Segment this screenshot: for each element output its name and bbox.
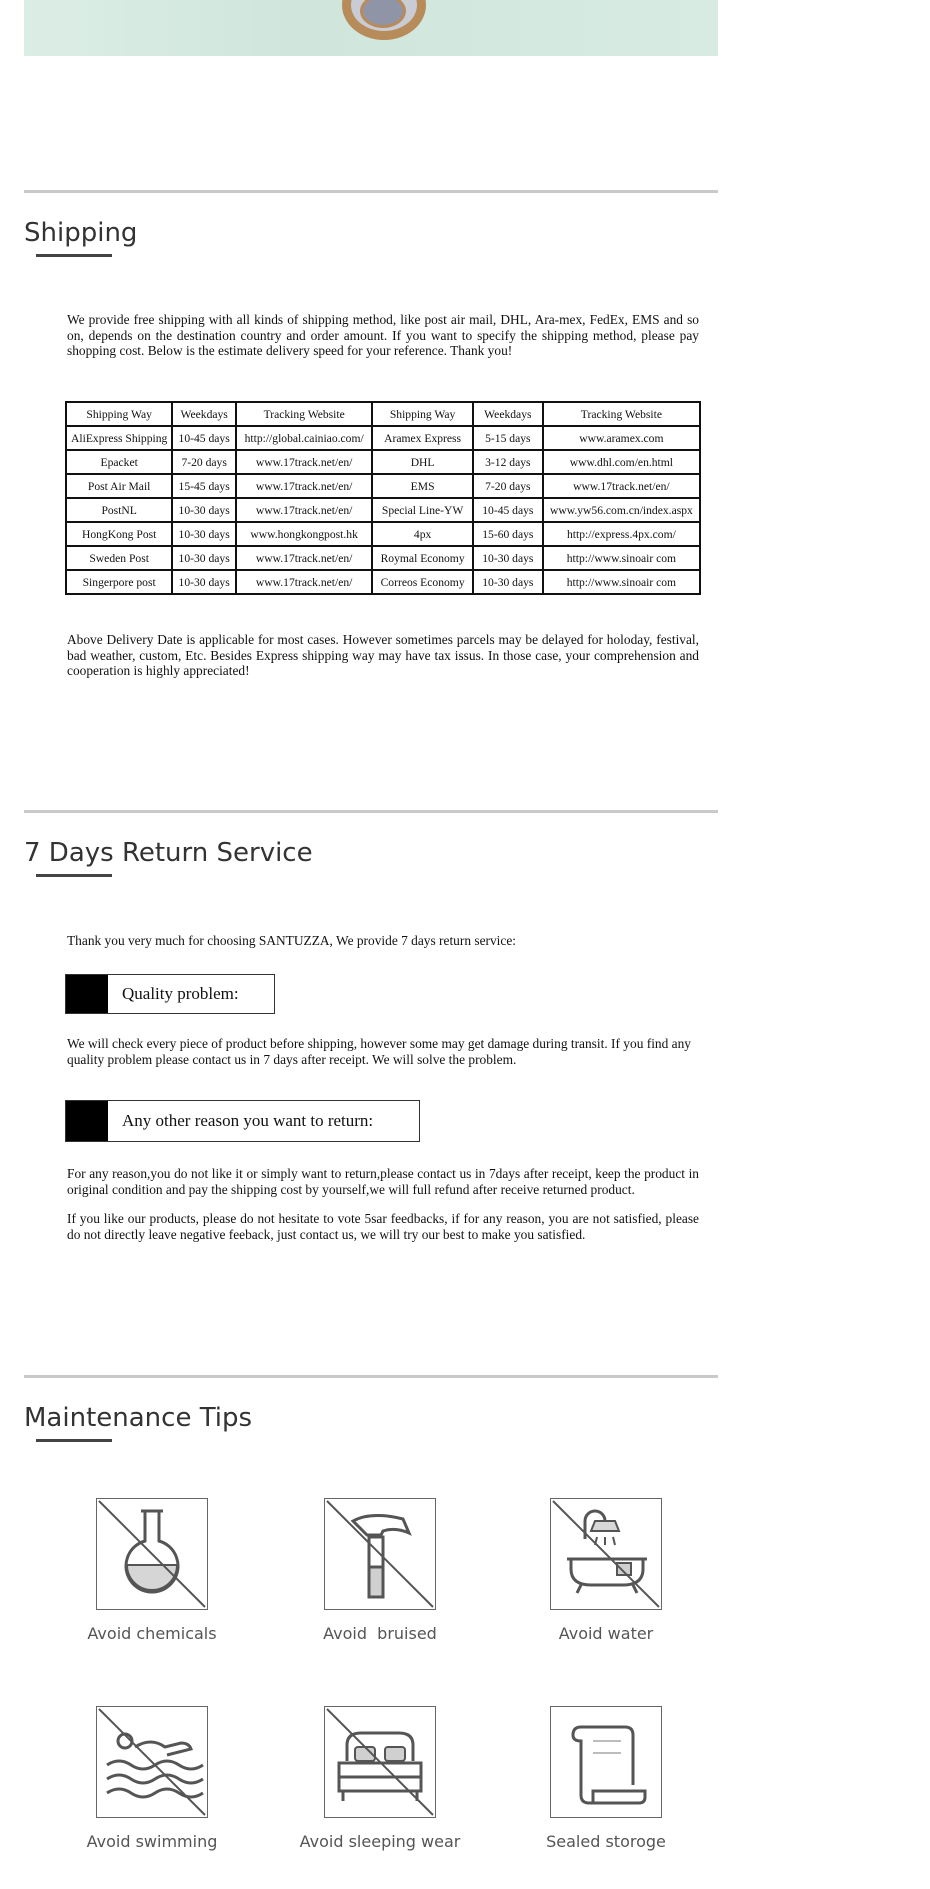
table-cell: http://global.cainiao.com/ — [236, 426, 372, 450]
table-cell: 10-45 days — [473, 498, 543, 522]
tip-label: Avoid sleeping wear — [299, 1832, 461, 1851]
table-header-cell: Weekdays — [172, 402, 236, 426]
table-cell: 10-30 days — [172, 570, 236, 594]
table-cell: 15-45 days — [172, 474, 236, 498]
quality-problem-text: We will check every piece of product before shipping, however some may get damage during transit. If you find any quality problem please contact us in 7 days after receipt. We will solve the problem. — [67, 1036, 691, 1067]
table-row — [66, 570, 700, 594]
table-cell: 10-30 days — [473, 546, 543, 570]
table-header-cell: Shipping Way — [372, 402, 473, 426]
table-row — [66, 546, 700, 570]
section-divider — [24, 810, 718, 813]
table-cell: 10-30 days — [172, 522, 236, 546]
other-reason-text: For any reason,you do not like it or simply want to return,please contact us in 7days after receipt, keep the product in original condition and pay the shipping cost by yourself,we will full refund after receive returned product. — [67, 1166, 699, 1197]
table-cell: 10-30 days — [172, 546, 236, 570]
table-header-cell: Weekdays — [473, 402, 543, 426]
table-cell: www.yw56.com.cn/index.aspx — [543, 498, 700, 522]
flask-icon — [96, 1498, 208, 1610]
table-cell: HongKong Post — [66, 522, 172, 546]
hammer-icon — [324, 1498, 436, 1610]
other-reason-tag — [65, 1100, 420, 1142]
table-cell: http://www.sinoair com — [543, 546, 700, 570]
table-cell: Epacket — [66, 450, 172, 474]
table-cell: http://express.4px.com/ — [543, 522, 700, 546]
title-underline — [36, 1439, 112, 1442]
table-cell: PostNL — [66, 498, 172, 522]
table-cell: www.dhl.com/en.html — [543, 450, 700, 474]
table-cell: DHL — [372, 450, 473, 474]
tip-avoid-water — [511, 1498, 701, 1643]
table-cell: www.17track.net/en/ — [236, 570, 372, 594]
delivery-note: Above Delivery Date is applicable for most cases. However sometimes parcels may be delayed for holoday, festival, bad weather, custom, Etc. Besides Express shipping way may have tax issus. In those case, your comprehension and cooperation is highly appreciated! — [67, 632, 699, 679]
shower-bathtub-icon — [550, 1498, 662, 1610]
table-cell: www.aramex.com — [543, 426, 700, 450]
table-cell: Special Line-YW — [372, 498, 473, 522]
shipping-title: Shipping — [24, 218, 138, 248]
quality-problem-tag — [65, 974, 275, 1014]
shipping-table — [65, 401, 701, 595]
table-cell: 10-30 days — [473, 570, 543, 594]
tip-sealed-storage — [511, 1706, 701, 1851]
table-header-row — [66, 402, 700, 426]
shipping-intro: We provide free shipping with all kinds of shipping method, like post air mail, DHL, Ara-mex, FedEx, EMS and so on, depends on the destination country and order amount. If you want to specify the shipping method, please pay shopping cost. Below is the estimate delivery speed for your reference. Thank you! — [67, 312, 699, 359]
table-cell: 7-20 days — [473, 474, 543, 498]
table-cell: 5-15 days — [473, 426, 543, 450]
returns-intro: Thank you very much for choosing SANTUZZA, We provide 7 days return service: — [67, 933, 517, 948]
section-divider — [24, 1375, 718, 1378]
title-underline — [36, 874, 112, 877]
other-reason-label: Any other reason you want to return: — [122, 1111, 374, 1130]
table-cell: www.17track.net/en/ — [236, 546, 372, 570]
bed-icon — [324, 1706, 436, 1818]
tip-label: Avoid swimming — [86, 1832, 218, 1851]
feedback-text: If you like our products, please do not hesitate to vote 5sar feedbacks, if for any reason, you are not satisfied, please do not directly leave negative feeback, just contact us, we will try our best to make you satisfied. — [67, 1211, 699, 1242]
table-cell: 10-45 days — [172, 426, 236, 450]
tip-label: Avoid bruised — [323, 1624, 437, 1643]
table-header-cell: Shipping Way — [66, 402, 172, 426]
tip-label: Avoid water — [558, 1624, 654, 1643]
table-cell: Post Air Mail — [66, 474, 172, 498]
table-row — [66, 498, 700, 522]
table-cell: 7-20 days — [172, 450, 236, 474]
table-row — [66, 426, 700, 450]
table-header-cell: Tracking Website — [236, 402, 372, 426]
table-cell: Roymal Economy — [372, 546, 473, 570]
table-row — [66, 522, 700, 546]
tag-block — [66, 1101, 108, 1141]
returns-title: 7 Days Return Service — [24, 838, 313, 868]
maintenance-title: Maintenance Tips — [24, 1403, 253, 1433]
table-cell: AliExpress Shipping — [66, 426, 172, 450]
swimmer-icon — [96, 1706, 208, 1818]
table-cell: www.hongkongpost.hk — [236, 522, 372, 546]
title-underline — [36, 254, 112, 257]
table-cell: Singerpore post — [66, 570, 172, 594]
tip-label: Sealed storoge — [546, 1832, 666, 1851]
table-row — [66, 474, 700, 498]
scroll-icon — [550, 1706, 662, 1818]
tip-avoid-bruised — [285, 1498, 475, 1643]
table-cell: Correos Economy — [372, 570, 473, 594]
tip-avoid-sleeping-wear — [285, 1706, 475, 1851]
table-cell: Sweden Post — [66, 546, 172, 570]
table-cell: www.17track.net/en/ — [236, 474, 372, 498]
table-cell: www.17track.net/en/ — [236, 498, 372, 522]
section-divider — [24, 190, 718, 193]
table-header-cell: Tracking Website — [543, 402, 700, 426]
tip-label: Avoid chemicals — [87, 1624, 217, 1643]
table-cell: EMS — [372, 474, 473, 498]
table-cell: http://www.sinoair com — [543, 570, 700, 594]
tip-avoid-chemicals — [57, 1498, 247, 1643]
table-cell: www.17track.net/en/ — [543, 474, 700, 498]
table-cell: www.17track.net/en/ — [236, 450, 372, 474]
table-cell: 10-30 days — [172, 498, 236, 522]
tip-avoid-swimming — [57, 1706, 247, 1851]
quality-problem-label: Quality problem: — [122, 984, 239, 1003]
table-cell: 3-12 days — [473, 450, 543, 474]
table-cell: Aramex Express — [372, 426, 473, 450]
table-row — [66, 450, 700, 474]
table-cell: 4px — [372, 522, 473, 546]
table-cell: 15-60 days — [473, 522, 543, 546]
product-banner-image — [24, 0, 718, 56]
tag-block — [66, 975, 108, 1013]
